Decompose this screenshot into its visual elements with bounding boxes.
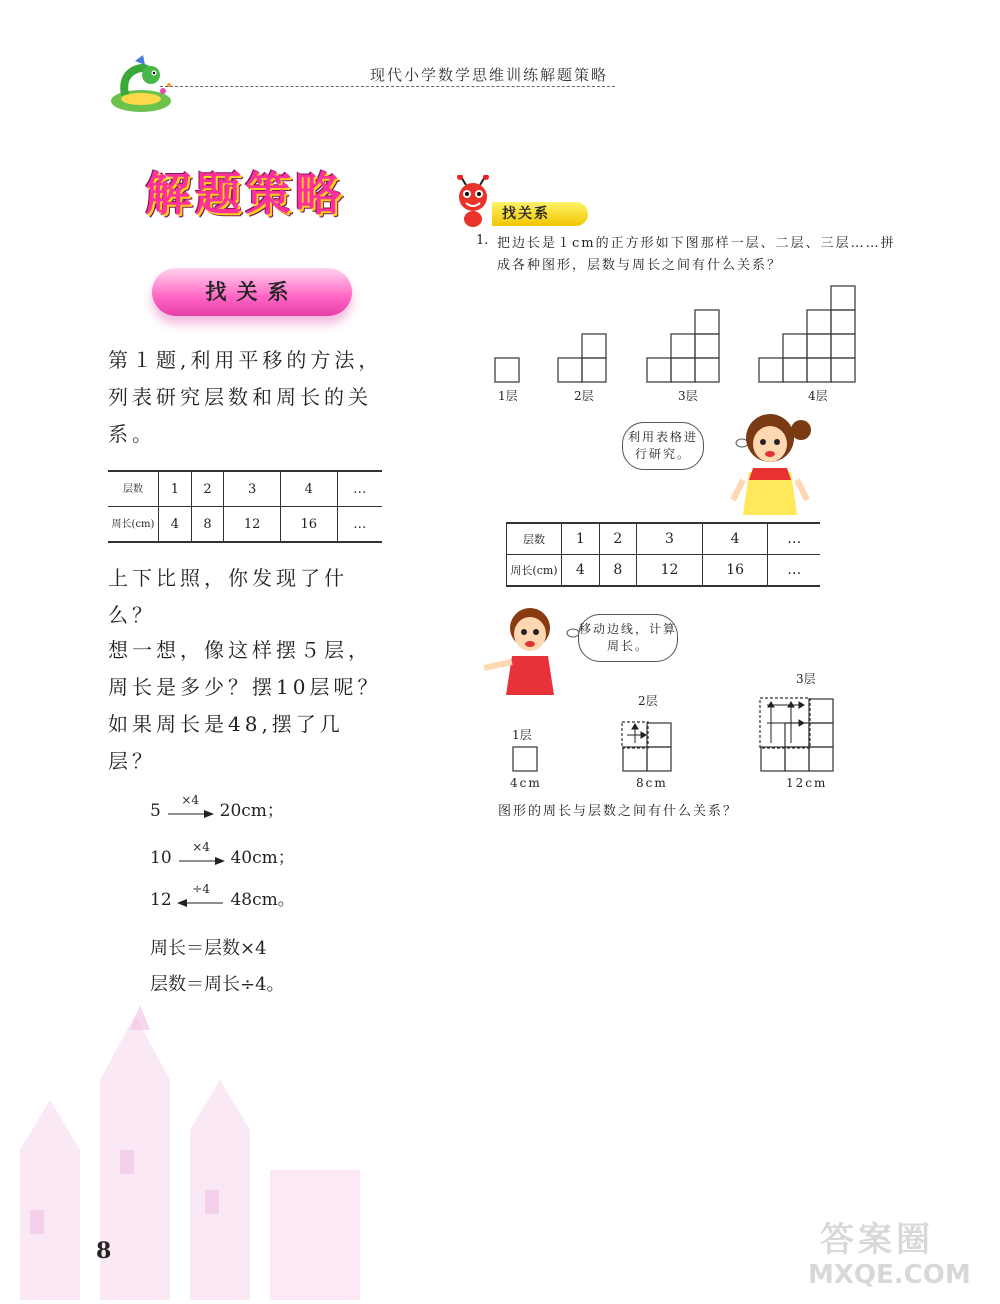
header-divider (160, 86, 615, 87)
explanation-paragraph: 第１题,利用平移的方法，列表研究层数和周长的关系。 (108, 348, 383, 446)
table-row (507, 523, 821, 555)
right-arrow-icon (166, 792, 214, 819)
figure-label: 3层 (796, 672, 816, 686)
table-cell: … (337, 471, 382, 507)
equation-right: 40cm； (230, 848, 295, 868)
figure-label: 1层 (512, 728, 532, 742)
question-paragraph: 上下比照，你发现了什么？ (108, 566, 348, 627)
table-cell: 3 (637, 523, 703, 555)
section-tag: 找关系 (492, 202, 588, 226)
formula-layers: 层数＝周长÷4。 (150, 974, 285, 995)
thinking-paragraph: 想一想，像这样摆５层，周长是多少？摆10层呢？如果周长是48,摆了几层？ (108, 638, 382, 773)
equation-left: 12 (150, 890, 172, 910)
speech-bubble: 移动边线，计算周长。 (578, 614, 678, 662)
thought-dot-icon (566, 623, 580, 642)
equation-left: 10 (150, 848, 172, 868)
table-cell: 12 (224, 507, 281, 543)
table-cell: 4 (702, 523, 768, 555)
table-cell: … (337, 507, 382, 543)
speech-bubble: 利用表格进行研究。 (622, 422, 704, 470)
topic-banner (152, 268, 352, 316)
girl-character-icon (725, 410, 815, 524)
question-text: 把边长是１cm的正方形如下图那样一层、二层、三层……拼成各种图形，层数与周长之间有什么关系？ (497, 236, 896, 273)
equation-right: 20cm； (219, 801, 284, 821)
table-cell: 16 (280, 507, 337, 543)
snake-mascot-icon (105, 55, 177, 121)
table-cell: 1 (562, 523, 600, 555)
figure-label: 4层 (808, 389, 828, 403)
table-cell: 2 (599, 523, 637, 555)
figure-label: 1层 (498, 389, 518, 403)
layer-figures (490, 275, 870, 389)
question-footer: 图形的周长与层数之间有什么关系？ (498, 804, 739, 819)
figure-label: 2层 (638, 694, 658, 708)
equation-operator: ×4 (181, 792, 200, 807)
right-arrow-icon (177, 839, 225, 866)
table-cell: 2 (191, 471, 224, 507)
table-cell: 4 (280, 471, 337, 507)
perimeter-label: 12cm (786, 776, 828, 790)
table-cell: 12 (637, 555, 703, 587)
table-cell: 8 (191, 507, 224, 543)
table-cell: 4 (159, 507, 192, 543)
table-cell: 8 (599, 555, 637, 587)
figure-label: 3层 (678, 389, 698, 403)
header-title: 现代小学数学思维训练解题策略 (370, 66, 609, 84)
equation-left: 5 (150, 801, 161, 821)
figure-label: 2层 (574, 389, 594, 403)
equation-operator: ÷4 (192, 881, 210, 896)
equation-line (150, 792, 284, 821)
table-header-cell: 周长(cm) (507, 555, 562, 587)
right-relation-table (506, 522, 820, 587)
equation-line (150, 839, 295, 868)
perimeter-label: 4cm (510, 776, 542, 790)
table-row (507, 555, 821, 587)
watermark-url: MXQE.COM (808, 1260, 971, 1290)
table-cell: … (768, 555, 820, 587)
table-cell: 16 (702, 555, 768, 587)
table-header-cell: 层数 (108, 471, 159, 507)
perimeter-label: 8cm (636, 776, 668, 790)
question-number: 1. (476, 233, 489, 248)
table-cell: 3 (224, 471, 281, 507)
equation-operator: ×4 (192, 839, 210, 854)
table-cell: 1 (159, 471, 192, 507)
equation-line (150, 881, 295, 910)
table-cell: 4 (562, 555, 600, 587)
table-row (108, 471, 382, 507)
watermark-text: 答案圈 (820, 1220, 934, 1260)
main-title: 解题策略 (145, 167, 345, 221)
equation-right: 48cm。 (230, 890, 295, 910)
table-header-cell: 层数 (507, 523, 562, 555)
table-row (108, 507, 382, 543)
castle-decoration-icon (0, 1000, 380, 1304)
formula-perimeter: 周长＝层数×4 (150, 938, 267, 959)
left-relation-table (108, 470, 382, 543)
table-cell: … (768, 523, 820, 555)
left-arrow-icon (177, 881, 225, 908)
ant-mascot-icon (450, 175, 498, 233)
table-header-cell: 周长(cm) (108, 507, 159, 543)
page-number: 8 (96, 1238, 112, 1264)
topic-banner-label: 找关系 (205, 280, 299, 304)
